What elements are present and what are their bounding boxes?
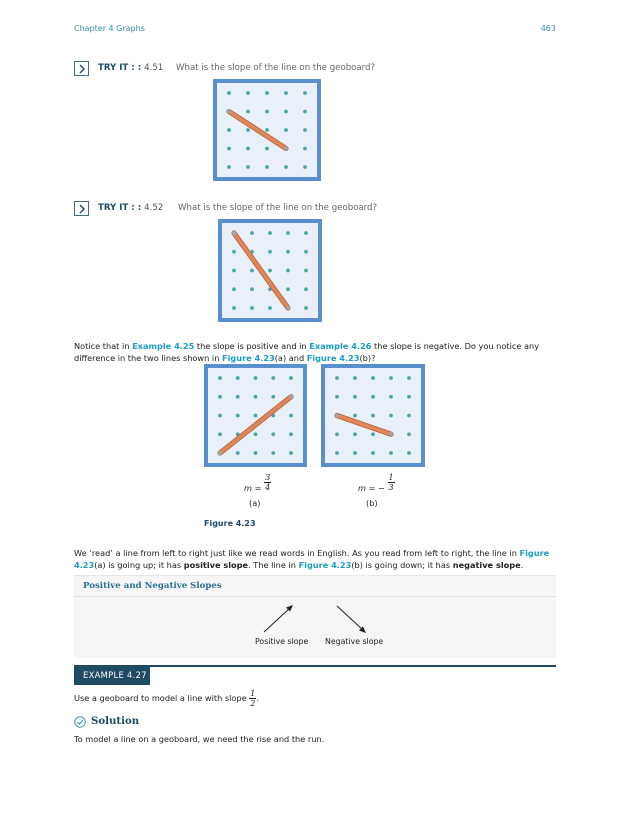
geoboard-peg <box>246 91 250 95</box>
geoboard-peg <box>246 110 250 114</box>
link-figure-4-23[interactable]: Figure 4.23 <box>306 352 360 363</box>
try-it-number: 4.51 <box>144 63 164 73</box>
slope-label-b: m = − $\frac{1}{3}$ <box>358 473 394 493</box>
geoboard-peg <box>232 306 236 310</box>
expand-button[interactable] <box>74 201 89 216</box>
geoboard-peg <box>304 231 308 235</box>
geoboard-peg <box>271 395 275 399</box>
geoboard-peg <box>407 414 411 418</box>
geoboard-peg <box>254 395 258 399</box>
check-circle-icon <box>74 716 86 728</box>
geoboard-peg <box>271 432 275 436</box>
geoboard-peg <box>289 414 293 418</box>
try-it-number: 4.52 <box>144 203 164 213</box>
geoboard-peg <box>236 395 240 399</box>
geoboard-4-51 <box>213 79 321 181</box>
slope-label-a: m = $\frac{3}{4}$ <box>244 473 271 493</box>
geoboard-peg <box>268 231 272 235</box>
geoboard-peg <box>265 128 269 132</box>
link-example-4-25[interactable]: Example 4.25 <box>132 341 195 351</box>
expand-button[interactable] <box>74 61 89 76</box>
geoboard-peg <box>353 432 357 436</box>
try-it-4-52 <box>74 201 378 217</box>
feature-box <box>74 575 556 658</box>
geoboard-peg <box>389 451 393 455</box>
negative-slope-label: Negative slope <box>325 637 384 646</box>
geoboard-peg <box>232 287 236 291</box>
geoboard-peg <box>335 395 339 399</box>
geoboard-peg <box>232 269 236 273</box>
geoboard-peg <box>303 110 307 114</box>
geoboard-peg <box>236 414 240 418</box>
geoboard-peg <box>289 451 293 455</box>
solution-text: To model a line on a geoboard, we need the rise and the run. <box>74 734 325 744</box>
geoboard-peg <box>286 231 290 235</box>
geoboard-peg <box>407 376 411 380</box>
band-peg <box>218 451 222 455</box>
geoboard-peg <box>250 306 254 310</box>
geoboard-peg <box>227 91 231 95</box>
geoboard-peg <box>303 128 307 132</box>
geoboard-peg <box>284 110 288 114</box>
geoboard-peg <box>218 414 222 418</box>
geoboard-peg <box>218 376 222 380</box>
example-slope-fraction: $\frac{1}{2}$ <box>250 689 256 708</box>
chapter-header: Chapter 4 Graphs <box>74 24 145 33</box>
read-paragraph: We ‘read’ a line from left to right just like we read words in English. As you read from left to right, the line in Figure 4.23(a) is going up; it has positive slope. The line in Figure 4.23(b) is going down; it has negative slope. <box>74 548 550 570</box>
geoboard-peg <box>389 414 393 418</box>
geoboard-peg <box>284 128 288 132</box>
try-it-label: TRY IT : : 4.51 <box>98 63 164 73</box>
geoboard-peg <box>389 376 393 380</box>
slope-fraction-a: $\frac{3}{4}$ <box>265 473 271 492</box>
geoboard-peg <box>371 432 375 436</box>
geoboard-peg <box>227 128 231 132</box>
slope-fraction-b: $\frac{1}{3}$ <box>388 473 394 492</box>
geoboard-peg <box>265 165 269 169</box>
geoboard-peg <box>268 269 272 273</box>
page-number: 463 <box>540 24 556 33</box>
geoboard-peg <box>236 451 240 455</box>
geoboard-peg <box>246 165 250 169</box>
geoboard-figure-a <box>204 364 307 467</box>
geoboard-peg <box>303 165 307 169</box>
band-peg <box>284 147 288 151</box>
geoboard-peg <box>218 432 222 436</box>
geoboard-peg <box>304 287 308 291</box>
geoboard-peg <box>371 395 375 399</box>
geoboard-peg <box>353 414 357 418</box>
feature-title: Positive and Negative Slopes <box>83 581 222 591</box>
caption-a: (a) <box>249 498 261 508</box>
geoboard-figure-b <box>321 364 425 467</box>
geoboard-peg <box>286 269 290 273</box>
try-it-4-51 <box>74 61 374 77</box>
positive-slope-arrow-icon <box>259 602 299 636</box>
geoboard-peg <box>268 306 272 310</box>
band-peg <box>232 231 236 235</box>
geoboard-peg <box>289 376 293 380</box>
figure-caption: Figure 4.23 <box>204 519 256 528</box>
link-example-4-26[interactable]: Example 4.26 <box>309 341 372 351</box>
geoboard-peg <box>284 165 288 169</box>
geoboard-peg <box>236 376 240 380</box>
geoboard-peg <box>254 376 258 380</box>
geoboard-peg <box>286 287 290 291</box>
geoboard-peg <box>218 395 222 399</box>
geoboard-peg <box>250 269 254 273</box>
geoboard-peg <box>271 376 275 380</box>
geoboard-peg <box>289 432 293 436</box>
example-tab: EXAMPLE 4.27 <box>74 665 150 685</box>
geoboard-4-52 <box>218 219 322 322</box>
geoboard-peg <box>304 269 308 273</box>
band-peg <box>286 306 290 310</box>
link-figure-4-23[interactable]: Figure 4.23 <box>74 548 550 570</box>
geoboard-peg <box>335 376 339 380</box>
geoboard-peg <box>246 128 250 132</box>
geoboard-peg <box>254 432 258 436</box>
band-peg <box>227 110 231 114</box>
caption-b: (b) <box>366 498 378 508</box>
geoboard-peg <box>303 147 307 151</box>
geoboard-peg <box>353 451 357 455</box>
chevron-right-icon <box>78 204 86 214</box>
geoboard-peg <box>250 231 254 235</box>
geoboard-peg <box>254 414 258 418</box>
geoboard-peg <box>407 451 411 455</box>
band-peg <box>389 432 393 436</box>
geoboard-peg <box>265 110 269 114</box>
example-prompt: Use a geoboard to model a line with slope $\frac{1}{2}$ . <box>74 689 259 708</box>
positive-slope-label: Positive slope <box>255 637 309 646</box>
band-peg <box>289 395 293 399</box>
try-it-question: What is the slope of the line on the geoboard? <box>176 63 376 73</box>
geoboard-peg <box>284 91 288 95</box>
geoboard-peg <box>227 165 231 169</box>
geoboard-peg <box>371 376 375 380</box>
chevron-right-icon <box>78 64 86 74</box>
geoboard-peg <box>335 451 339 455</box>
geoboard-peg <box>389 395 393 399</box>
geoboard-peg <box>286 250 290 254</box>
geoboard-peg <box>250 287 254 291</box>
geoboard-peg <box>246 147 250 151</box>
geoboard-peg <box>265 147 269 151</box>
geoboard-peg <box>353 395 357 399</box>
geoboard-peg <box>232 250 236 254</box>
geoboard-peg <box>227 147 231 151</box>
geoboard-peg <box>268 250 272 254</box>
geoboard-peg <box>371 451 375 455</box>
geoboard-peg <box>407 432 411 436</box>
try-it-label: TRY IT : : 4.52 <box>98 203 164 213</box>
negative-slope-arrow-icon <box>332 602 372 636</box>
band-peg <box>335 414 339 418</box>
geoboard-peg <box>353 376 357 380</box>
link-figure-4-23[interactable]: Figure 4.23 <box>222 352 275 363</box>
link-figure-4-23[interactable]: Figure 4.23 <box>298 559 352 570</box>
geoboard-peg <box>271 451 275 455</box>
geoboard-peg <box>407 395 411 399</box>
try-it-question: What is the slope of the line on the geoboard? <box>178 203 378 213</box>
geoboard-peg <box>304 250 308 254</box>
geoboard-peg <box>371 414 375 418</box>
notice-paragraph: Notice that in Example 4.25 the slope is positive and in Example 4.26 the slope is negative. Do you notice any difference in the two lines shown in Figure 4.23(a) and Figure 4.23(b)? <box>74 341 540 363</box>
geoboard-peg <box>304 306 308 310</box>
geoboard-peg <box>335 432 339 436</box>
geoboard-peg <box>254 451 258 455</box>
divider <box>74 596 556 597</box>
geoboard-peg <box>303 91 307 95</box>
geoboard-peg <box>265 91 269 95</box>
